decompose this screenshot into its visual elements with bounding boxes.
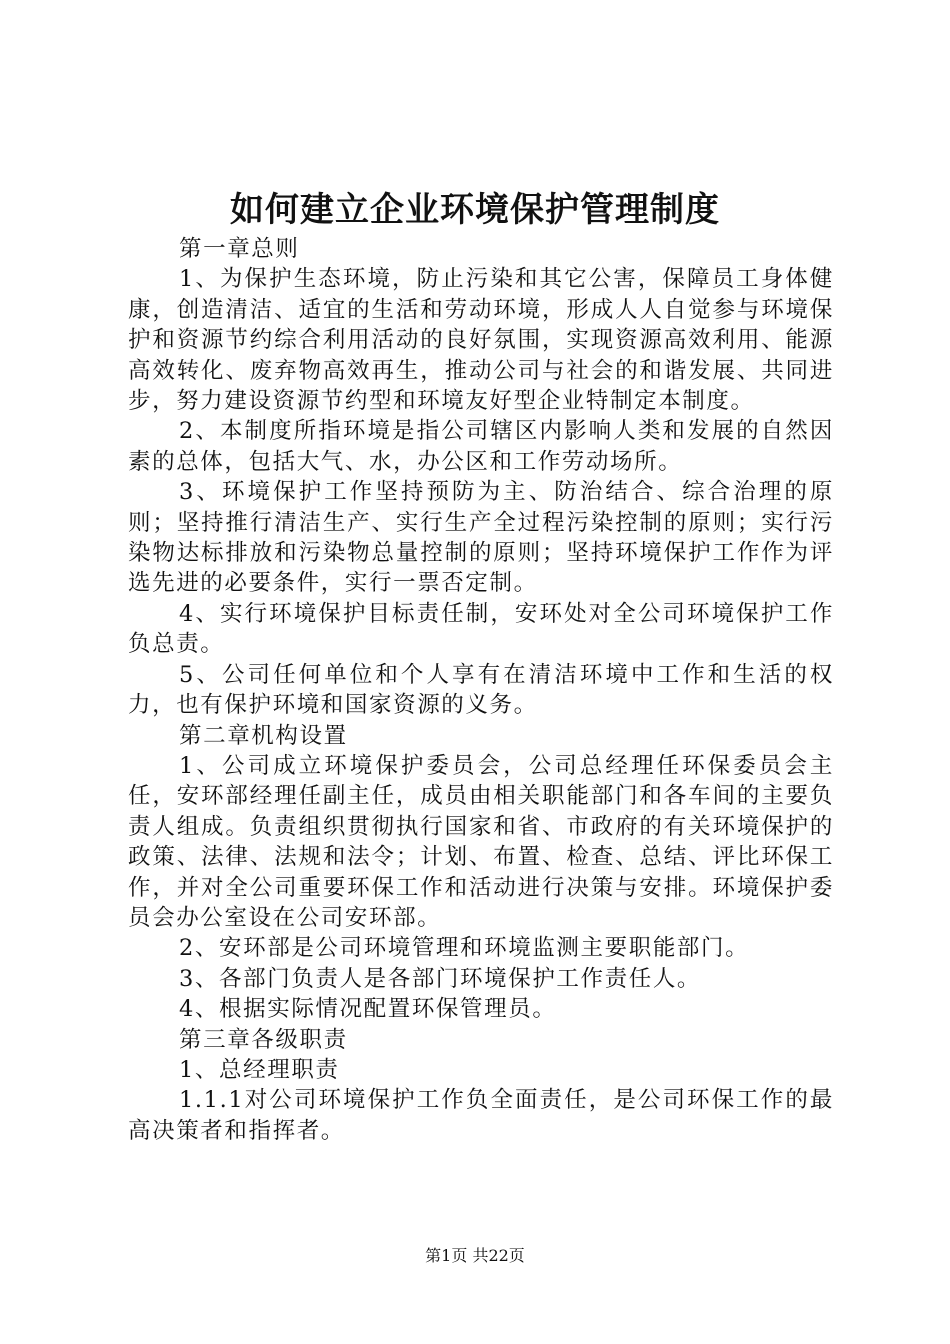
chapter-heading: 第二章机构设置 xyxy=(179,722,348,749)
paragraph: 4、实行环境保护目标责任制，安环处对全公司环境保护工作负总责。 xyxy=(128,600,834,658)
document-body xyxy=(128,234,834,1146)
paragraph: 2、安环部是公司环境管理和环境监测主要职能部门。 xyxy=(179,935,750,962)
chapter-heading: 第一章总则 xyxy=(179,236,300,262)
paragraph: 1.1.1对公司环境保护工作负全面责任，是公司环保工作的最高决策者和指挥者。 xyxy=(128,1087,834,1144)
paragraph: 3、环境保护工作坚持预防为主、防治结合、综合治理的原则；坚持推行清洁生产、实行生产全过程污染控制的原则；实行污染物达标排放和污染物总量控制的原则；坚持环境保护工作作为评选先进的必要条件，实行一票否定制。 xyxy=(128,479,834,597)
section-heading: 1、总经理职责 xyxy=(179,1056,340,1083)
document-title: 如何建立企业环境保护管理制度 xyxy=(230,190,720,230)
paragraph: 3、各部门负责人是各部门环境保护工作责任人。 xyxy=(179,965,702,992)
chapter-heading: 第三章各级职责 xyxy=(179,1026,348,1053)
page-footer: 第1页 共22页 xyxy=(425,1246,525,1265)
paragraph: 4、根据实际情况配置环保管理员。 xyxy=(179,996,557,1023)
paragraph: 2、本制度所指环境是指公司辖区内影响人类和发展的自然因素的总体，包括大气、水，办公区和工作劳动场所。 xyxy=(128,418,834,475)
paragraph: 5、公司任何单位和个人享有在清洁环境中工作和生活的权力，也有保护环境和国家资源的义务。 xyxy=(128,661,834,719)
paragraph: 1、为保护生态环境，防止污染和其它公害，保障员工身体健康，创造清洁、适宜的生活和劳动环境，形成人人自觉参与环境保护和资源节约综合利用活动的良好氛围，实现资源高效利用、能源高效转化、废弃物高效再生，推动公司与社会的和谐发展、共同进步，努力建设资源节约型和环境友好型企业特制定本制度。 xyxy=(128,266,834,415)
paragraph: 1、公司成立环境保护委员会，公司总经理任环保委员会主任，安环部经理任副主任，成员由相关职能部门和各车间的主要负责人组成。负责组织贯彻执行国家和省、市政府的有关环境保护的政策、法律、法规和法令；计划、布置、检查、总结、评比环保工作，并对全公司重要环保工作和活动进行决策与安排。环境保护委员会办公室设在公司安环部。 xyxy=(128,752,834,931)
